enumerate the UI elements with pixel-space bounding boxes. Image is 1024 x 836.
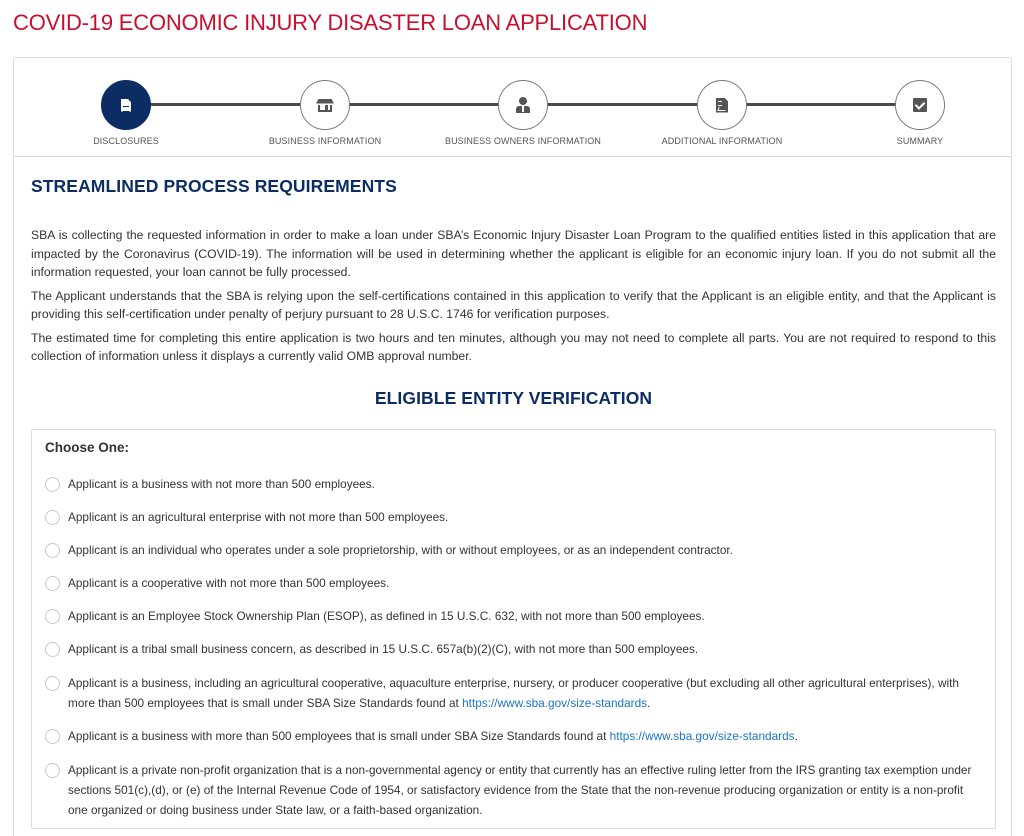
eligibility-option[interactable] bbox=[45, 542, 985, 560]
requirements-section bbox=[31, 176, 996, 409]
requirements-paragraph: The Applicant understands that the SBA is relying upon the self-certifications contained in this application to verify that the Applicant is an eligible entity, and that the Applicant is providing this self-certification under penalty of perjury pursuant to 28 U.S.C. 1746 for verification purposes. bbox=[31, 288, 996, 321]
storefront-icon bbox=[316, 99, 334, 112]
step-circle bbox=[498, 80, 548, 130]
radio-button[interactable] bbox=[45, 642, 60, 657]
progress-stepper bbox=[14, 58, 1011, 157]
eligibility-option[interactable] bbox=[45, 608, 985, 626]
radio-button[interactable] bbox=[45, 763, 60, 778]
step-business-owners-information[interactable] bbox=[433, 80, 613, 146]
step-circle bbox=[697, 80, 747, 130]
option-label: Applicant is an individual who operates under a sole proprietorship, with or without employees, or as an independent contractor. bbox=[68, 543, 733, 557]
requirements-paragraph: SBA is collecting the requested information in order to make a loan under SBA’s Economic Injury Disaster Loan Program to the qualified entities listed in this application that are impacted by the Coronavirus (COVID-19). The information will be used in determining whether the applicant is eligible for an economic injury loan. If you do not submit all the information requested, your loan cannot be fully processed. bbox=[31, 228, 996, 279]
option-text: Applicant is a business, including an agricultural cooperative, aquaculture enterprise, nursery, or producer cooperative (but excluding all other agricultural enterprises), with more than 500 employees that is small under SBA Size Standards found at bbox=[68, 676, 959, 710]
radio-button[interactable] bbox=[45, 729, 60, 744]
radio-button[interactable] bbox=[45, 543, 60, 558]
requirements-paragraph: The estimated time for completing this entire application is two hours and ten minutes, although you may not need to complete all parts. You are not required to respond to this collection of information unless it displays a currently valid OMB approval number. bbox=[31, 330, 996, 363]
person-icon bbox=[515, 97, 531, 113]
step-summary[interactable] bbox=[830, 80, 1010, 146]
radio-button[interactable] bbox=[45, 609, 60, 624]
eligibility-option[interactable] bbox=[45, 675, 985, 713]
step-label: BUSINESS INFORMATION bbox=[268, 136, 382, 146]
choose-one-label: Choose One: bbox=[45, 440, 130, 455]
step-label: DISCLOSURES bbox=[93, 136, 159, 146]
option-label: Applicant is a tribal small business concern, as described in 15 U.S.C. 657a(b)(2)(C), with not more than 500 employees. bbox=[68, 642, 699, 656]
step-circle bbox=[101, 80, 151, 130]
eligibility-option[interactable] bbox=[45, 762, 985, 820]
step-label: BUSINESS OWNERS INFORMATION bbox=[444, 136, 602, 146]
eligibility-options-box bbox=[31, 429, 996, 829]
option-label: Applicant is a business with not more than 500 employees. bbox=[68, 477, 375, 491]
radio-button[interactable] bbox=[45, 510, 60, 525]
option-label bbox=[68, 673, 985, 713]
option-label: Applicant is an agricultural enterprise with not more than 500 employees. bbox=[68, 510, 449, 524]
option-suffix: . bbox=[794, 729, 798, 743]
eligibility-title: ELIGIBLE ENTITY VERIFICATION bbox=[374, 387, 653, 408]
size-standards-link[interactable]: https://www.sba.gov/size-standards bbox=[609, 729, 795, 743]
radio-button[interactable] bbox=[45, 477, 60, 492]
eligibility-option[interactable] bbox=[45, 476, 985, 494]
step-circle bbox=[895, 80, 945, 130]
size-standards-link[interactable]: https://www.sba.gov/size-standards bbox=[462, 696, 648, 710]
option-text: Applicant is a business with more than 500 employees that is small under SBA Size Standards found at bbox=[68, 729, 610, 743]
step-additional-information[interactable] bbox=[632, 80, 812, 146]
eligibility-option[interactable] bbox=[45, 728, 985, 746]
eligibility-option[interactable] bbox=[45, 575, 985, 593]
radio-button[interactable] bbox=[45, 576, 60, 591]
step-label: SUMMARY bbox=[896, 136, 944, 146]
radio-button[interactable] bbox=[45, 676, 60, 691]
requirements-title: STREAMLINED PROCESS REQUIREMENTS bbox=[31, 176, 397, 196]
application-card bbox=[13, 57, 1012, 836]
option-label: Applicant is an Employee Stock Ownership Plan (ESOP), as defined in 15 U.S.C. 632, with not more than 500 employees. bbox=[68, 609, 705, 623]
option-label: Applicant is a cooperative with not more than 500 employees. bbox=[68, 576, 390, 590]
step-disclosures[interactable] bbox=[36, 80, 216, 146]
step-label: ADDITIONAL INFORMATION bbox=[661, 136, 783, 146]
option-suffix: . bbox=[647, 696, 651, 710]
option-label: Applicant is a private non-profit organization that is a non-governmental agency or entity that currently has an effective ruling letter from the IRS granting tax exemption under sections 501(c),(d), or (e) of the Internal Revenue Code of 1954, or satisfactory evidence from the State that the non-revenue producing organization or entity is a non-profit one organized or doing business under State law, or a faith-based organization. bbox=[68, 763, 972, 817]
page-title: COVID-19 ECONOMIC INJURY DISASTER LOAN APPLICATION bbox=[13, 10, 648, 35]
eligibility-option[interactable] bbox=[45, 641, 985, 659]
step-business-information[interactable] bbox=[235, 80, 415, 146]
checkbox-icon bbox=[913, 98, 927, 112]
eligibility-option[interactable] bbox=[45, 509, 985, 527]
signed-form-icon bbox=[716, 98, 728, 113]
document-icon bbox=[121, 99, 131, 112]
option-label bbox=[68, 726, 798, 746]
step-circle bbox=[300, 80, 350, 130]
